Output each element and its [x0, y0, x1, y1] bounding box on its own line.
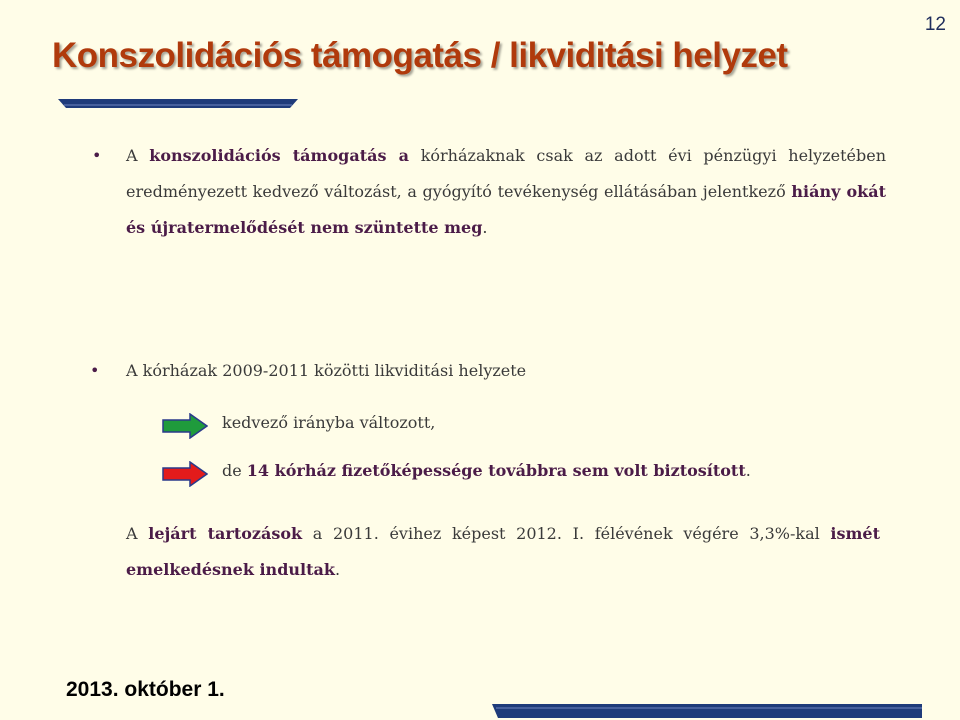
arrow-item-negative-bold: 14 kórház fizetőképessége továbbra sem volt biztosított	[246, 461, 746, 480]
bullet1-bold-2: hiány okát és újratermelődését nem szüntette meg	[126, 182, 887, 237]
bullet1-bold-1: konszolidációs támogatás a	[149, 146, 410, 165]
arrow-item-negative	[222, 453, 922, 489]
paragraph-3	[126, 516, 880, 588]
arrow-item-negative-text-1: de	[222, 461, 247, 480]
slide-title: Konszolidációs támogatás / likviditási helyzet	[52, 36, 788, 75]
arrow-item-positive: kedvező irányba változott,	[222, 413, 436, 432]
bullet-paragraph-1	[126, 138, 886, 246]
red-arrow-icon	[162, 461, 208, 487]
bullet-dot-2: •	[90, 361, 100, 380]
paragraph3-text-1: A	[126, 524, 149, 543]
footer-date: 2013. október 1.	[66, 678, 225, 701]
title-underline	[58, 99, 298, 108]
bullet1-text-1: A	[126, 146, 150, 165]
paragraph3-bold-1: lejárt tartozások	[148, 524, 303, 543]
bullet1-text-2: kórházaknak csak az adott évi pénzügyi helyzetében eredményezett kedvező változást, a gyógyító tevékenység ellátásában jelentkező	[126, 146, 887, 201]
bullet-paragraph-2: A kórházak 2009-2011 közötti likviditási helyzete	[126, 361, 527, 380]
arrow-item-negative-text-2: .	[745, 461, 751, 480]
paragraph3-bold-2: ismét emelkedésnek indultak	[126, 524, 880, 579]
paragraph3-text-2: a 2011. évihez képest 2012. I. félévének végére 3,3%-kal	[302, 524, 831, 543]
bullet1-text-3: .	[482, 218, 488, 237]
paragraph3-text-3: .	[334, 560, 341, 579]
green-arrow-icon	[162, 413, 208, 439]
page-number: 12	[924, 14, 946, 35]
footer-accent-bar	[492, 704, 922, 718]
bullet-dot-1: •	[92, 146, 102, 165]
